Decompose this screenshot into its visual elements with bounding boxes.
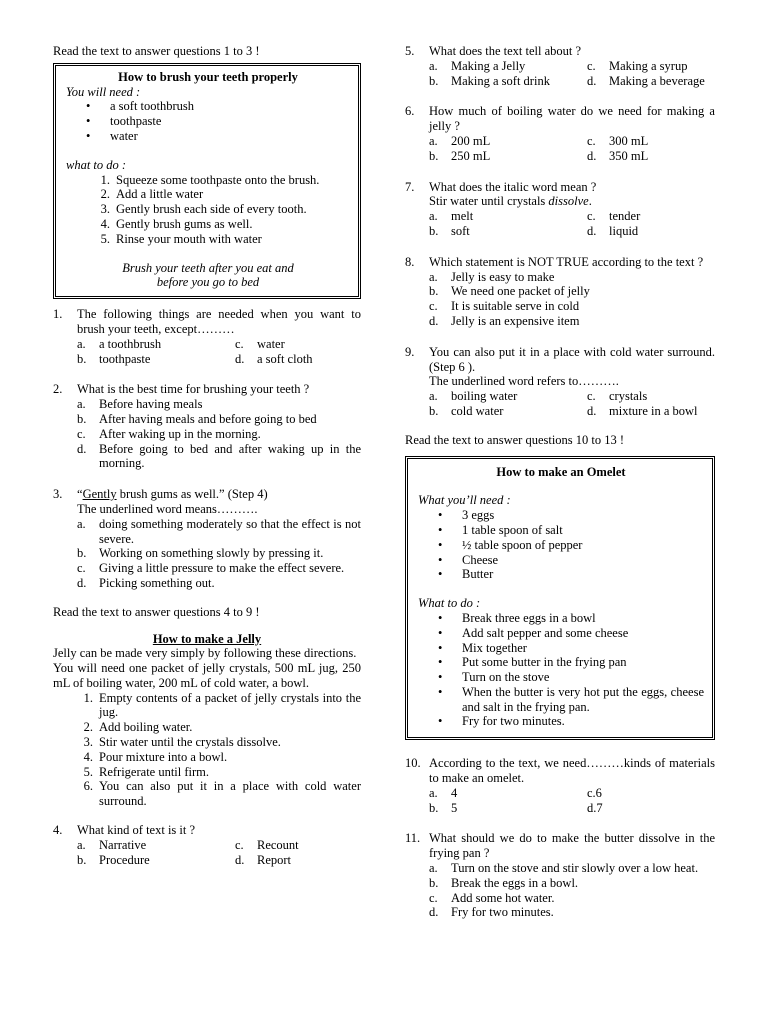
question-11 <box>405 831 715 920</box>
option-c[interactable] <box>235 337 361 352</box>
option-letter: a. <box>77 516 86 531</box>
omelet-steps <box>418 611 704 729</box>
list-item: • toothpaste <box>86 114 350 129</box>
option-letter: d. <box>235 351 245 366</box>
option-d[interactable] <box>77 576 361 591</box>
todo-label: what to do : <box>66 157 127 172</box>
jelly-paragraph-1: Jelly can be made very simply by following these directions. <box>53 646 357 661</box>
step-text: Squeeze some toothpaste onto the brush. <box>116 172 320 187</box>
step-number: 2. <box>83 720 93 735</box>
brush-tip-line: Brush your teeth after you eat and <box>122 260 294 275</box>
option-text: toothpaste <box>99 351 151 366</box>
option-b[interactable] <box>429 876 715 891</box>
option-letter: b. <box>429 403 439 418</box>
jelly-steps <box>53 691 361 809</box>
list-item <box>66 202 350 217</box>
option-b[interactable] <box>429 74 587 89</box>
option-c[interactable] <box>235 838 361 853</box>
option-letter: c. <box>587 389 596 404</box>
question-number: 2. <box>53 382 63 397</box>
option-c[interactable] <box>77 561 361 576</box>
option-b[interactable] <box>77 352 235 367</box>
option-b[interactable] <box>77 853 235 868</box>
question-text: Which statement is NOT TRUE according to the text ? <box>429 254 704 269</box>
option-letter: c. <box>587 58 596 73</box>
option-a[interactable] <box>429 389 587 404</box>
list-item <box>53 765 361 780</box>
options <box>77 838 361 868</box>
instruction-q4-9: Read the text to answer questions 4 to 9 ! <box>53 604 260 619</box>
option-letter: d. <box>429 313 439 328</box>
option-text: 350 mL <box>609 148 649 163</box>
option-c[interactable] <box>77 427 361 442</box>
question-3 <box>53 487 361 591</box>
options <box>77 337 361 367</box>
option-letter: b. <box>429 875 439 890</box>
question-subtext: The underlined word means………. <box>77 501 258 516</box>
option-text: Working on something slowly by pressing it. <box>99 546 324 561</box>
list-item: • Add salt pepper and some cheese <box>438 626 704 641</box>
question-9 <box>405 345 715 419</box>
question-subtext <box>429 194 715 209</box>
option-c[interactable] <box>429 299 715 314</box>
list-item <box>66 173 350 188</box>
option-b[interactable] <box>429 149 587 164</box>
option-text: Jelly is easy to make <box>451 269 555 284</box>
option-letter: c. <box>77 561 86 576</box>
option-a[interactable] <box>77 838 235 853</box>
option-d[interactable] <box>429 905 715 920</box>
option-text: 4 <box>451 785 458 800</box>
step-text: Empty contents of a packet of jelly crystals into the jug. <box>99 690 361 720</box>
jelly-title: How to make a Jelly <box>152 631 262 646</box>
option-text: Procedure <box>99 852 150 867</box>
question-text: What does the italic word mean ? <box>429 179 597 194</box>
option-text: boiling water <box>451 389 518 404</box>
question-number: 10. <box>405 756 421 771</box>
option-a[interactable] <box>77 337 235 352</box>
options <box>77 517 361 591</box>
option-letter: b. <box>429 284 439 299</box>
options <box>429 59 715 89</box>
instruction-q10-13: Read the text to answer questions 10 to 13 ! <box>405 432 625 447</box>
option-text: Recount <box>257 837 299 852</box>
list-item: • Put some butter in the frying pan <box>438 655 704 670</box>
option-b[interactable] <box>429 404 587 419</box>
step-text: You can also put it in a place with cold water surround. <box>99 779 361 809</box>
option-letter: a. <box>429 209 438 224</box>
list-item <box>53 735 361 750</box>
step-number: 1. <box>83 690 93 705</box>
question-4 <box>53 823 361 867</box>
option-text: Before having meals <box>99 397 203 412</box>
option-a[interactable] <box>77 517 361 547</box>
question-number: 6. <box>405 104 415 119</box>
option-a[interactable] <box>429 786 587 801</box>
option-text: 250 mL <box>451 148 491 163</box>
options <box>429 209 715 239</box>
step-text: Pour mixture into a bowl. <box>99 749 228 764</box>
option-letter: d. <box>77 575 87 590</box>
option-text: 200 mL <box>451 133 491 148</box>
step-number: 4. <box>100 216 110 231</box>
option-d[interactable] <box>235 352 361 367</box>
list-item <box>53 779 361 809</box>
option-c[interactable] <box>587 134 715 149</box>
option-letter: b. <box>429 73 439 88</box>
question-8 <box>405 255 715 329</box>
list-item: • 1 table spoon of salt <box>438 523 704 538</box>
question-text: What does the text tell about ? <box>429 44 582 58</box>
option-text: Before going to bed and after waking up in the morning. <box>99 441 361 471</box>
option-a[interactable] <box>429 270 715 285</box>
option-letter: c. <box>235 837 244 852</box>
brush-teeth-box <box>53 63 361 299</box>
list-item <box>53 691 361 721</box>
option-d[interactable] <box>587 74 715 89</box>
option-text: Making a soft drink <box>451 73 550 88</box>
option-text: water <box>257 336 285 351</box>
list-item: • 3 eggs <box>438 508 704 523</box>
list-item: • Butter <box>438 567 704 582</box>
option-letter: d. <box>235 852 245 867</box>
question-number: 7. <box>405 179 415 194</box>
omelet-box <box>405 456 715 741</box>
option-text: liquid <box>609 223 639 238</box>
question-2 <box>53 382 361 471</box>
option-a[interactable] <box>429 861 715 876</box>
option-text: Break the eggs in a bowl. <box>451 875 579 890</box>
question-number: 8. <box>405 254 415 269</box>
options <box>429 134 715 164</box>
step-text: Stir water until the crystals dissolve. <box>99 735 281 750</box>
option-letter: c. <box>77 426 86 441</box>
option-b[interactable] <box>429 284 715 299</box>
option-letter: b. <box>77 351 87 366</box>
question-subtext: The underlined word refers to………. <box>429 374 619 389</box>
question-text: The following things are needed when you want to brush your teeth, except……… <box>77 307 361 336</box>
underlined-word: Gently <box>82 487 117 502</box>
question-text: According to the text, we need………kinds of materials to make an omelet. <box>429 756 715 786</box>
subtext-pre: Stir water until crystals <box>429 194 549 209</box>
question-10 <box>405 756 715 815</box>
list-item <box>53 750 361 765</box>
step-text: Add boiling water. <box>99 720 193 735</box>
option-letter: a. <box>429 785 438 800</box>
option-text: a toothbrush <box>99 336 162 351</box>
option-text: Making a syrup <box>609 58 688 73</box>
option-text: Fry for two minutes. <box>451 905 554 920</box>
option-letter: c. <box>587 209 596 224</box>
brush-tip <box>66 261 350 291</box>
list-item <box>66 187 350 202</box>
option-text: 300 mL <box>609 133 649 148</box>
option-letter: a. <box>429 389 438 404</box>
omelet-todo-label: What to do : <box>418 596 481 611</box>
option-a[interactable] <box>429 134 587 149</box>
step-number: 3. <box>83 735 93 750</box>
option-letter: b. <box>429 223 439 238</box>
question-text: You can also put it in a place with cold water surround. (Step 6 ). <box>429 344 715 374</box>
option-letter: d. <box>587 73 597 88</box>
option-letter: b. <box>429 148 439 163</box>
step-number: 1. <box>100 172 110 187</box>
option-text: After waking up in the morning. <box>99 426 261 441</box>
step-number: 5. <box>83 764 93 779</box>
options <box>429 786 715 816</box>
step-text: Rinse your mouth with water <box>116 231 262 246</box>
step-text: Add a little water <box>116 187 204 202</box>
omelet-needs <box>418 508 704 582</box>
option-b[interactable] <box>77 412 361 427</box>
step-number: 4. <box>83 749 93 764</box>
option-text: tender <box>609 209 641 224</box>
left-column <box>53 44 361 867</box>
step-text: Refrigerate until firm. <box>99 764 210 779</box>
brush-steps <box>66 173 350 247</box>
option-letter: c. <box>429 890 438 905</box>
option-letter: a. <box>77 397 86 412</box>
question-number: 4. <box>53 823 63 838</box>
option-text: a soft cloth <box>257 351 313 366</box>
question-6 <box>405 104 715 163</box>
list-item: • Mix together <box>438 641 704 656</box>
option-text: Turn on the stove and stir slowly over a low heat. <box>451 861 699 876</box>
omelet-need-label: What you’ll need : <box>418 493 511 508</box>
option-a[interactable] <box>429 209 587 224</box>
option-letter: a. <box>429 861 438 876</box>
list-item: • ½ table spoon of pepper <box>438 538 704 553</box>
option-c[interactable] <box>587 786 715 801</box>
option-d[interactable] <box>587 224 715 239</box>
option-letter: a. <box>429 269 438 284</box>
option-text: Report <box>257 852 292 867</box>
option-text: Narrative <box>99 837 147 852</box>
option-letter: a. <box>77 336 86 351</box>
option-text: doing something moderately so that the effect is not severe. <box>99 516 361 546</box>
question-number: 3. <box>53 487 63 502</box>
list-item <box>66 232 350 247</box>
option-text: Add some hot water. <box>451 890 555 905</box>
list-item: • Fry for two minutes. <box>438 714 704 729</box>
question-5 <box>405 44 715 88</box>
options <box>429 389 715 419</box>
option-b[interactable] <box>77 546 361 561</box>
option-text: mixture in a bowl <box>609 403 698 418</box>
option-text: Making a Jelly <box>451 58 526 73</box>
question-text: What kind of text is it ? <box>77 823 196 838</box>
question-text <box>77 487 361 502</box>
option-c[interactable] <box>429 891 715 906</box>
question-number: 1. <box>53 307 63 322</box>
option-text: cold water <box>451 403 504 418</box>
step-text: Gently brush gums as well. <box>116 216 253 231</box>
quote-open: “ <box>77 487 83 502</box>
instruction-q1-3: Read the text to answer questions 1 to 3 ! <box>53 44 260 58</box>
option-letter: c. <box>429 299 438 314</box>
question-number: 5. <box>405 44 415 58</box>
option-d[interactable] <box>77 442 361 472</box>
option-c[interactable] <box>587 389 715 404</box>
list-item <box>53 720 361 735</box>
option-letter: d. <box>587 223 597 238</box>
option-b[interactable] <box>429 801 587 816</box>
right-column <box>405 44 715 920</box>
option-letter: d. <box>587 403 597 418</box>
brush-teeth-title: How to brush your teeth properly <box>118 69 298 84</box>
options <box>429 861 715 920</box>
option-c[interactable] <box>587 209 715 224</box>
needs-list <box>66 99 350 143</box>
option-letter: a. <box>77 837 86 852</box>
option-d[interactable] <box>235 853 361 868</box>
option-text: 5 <box>451 800 458 815</box>
option-text: Jelly is an expensive item <box>451 313 580 328</box>
list-item: • water <box>86 129 350 144</box>
need-label: You will need : <box>66 84 141 99</box>
option-b[interactable] <box>429 224 587 239</box>
option-a[interactable] <box>429 59 587 74</box>
option-text: Giving a little pressure to make the effect severe. <box>99 561 345 576</box>
option-a[interactable] <box>77 397 361 412</box>
option-text: soft <box>451 223 470 238</box>
option-text: After having meals and before going to bed <box>99 411 317 426</box>
jelly-paragraph-2: You will need one packet of jelly crystals, 500 mL jug, 250 mL of boiling water, 200 mL of cold water, a bowl. <box>53 661 361 690</box>
subtext-post: . <box>588 194 592 209</box>
option-letter: d.7 <box>587 800 603 815</box>
list-item: • Turn on the stove <box>438 670 704 685</box>
option-c[interactable] <box>587 59 715 74</box>
option-letter: c.6 <box>587 785 602 800</box>
option-text: crystals <box>609 389 648 404</box>
option-d[interactable] <box>587 404 715 419</box>
question-1 <box>53 307 361 366</box>
list-item: • a soft toothbrush <box>86 99 350 114</box>
option-d[interactable] <box>587 149 715 164</box>
option-d[interactable] <box>587 801 715 816</box>
list-item: • Break three eggs in a bowl <box>438 611 704 626</box>
quote-rest: brush gums as well.” (Step 4) <box>116 487 268 502</box>
question-text: How much of boiling water do we need for making a jelly ? <box>429 104 715 134</box>
step-number: 6. <box>83 779 93 794</box>
step-number: 2. <box>100 187 110 202</box>
option-text: It is suitable serve in cold <box>451 299 580 314</box>
option-letter: b. <box>77 546 87 561</box>
question-text: What should we do to make the butter dissolve in the frying pan ? <box>429 831 715 861</box>
option-letter: c. <box>587 133 596 148</box>
option-d[interactable] <box>429 314 715 329</box>
list-item: • When the butter is very hot put the eggs, cheese and salt in the frying pan. <box>438 685 704 715</box>
option-letter: b. <box>77 852 87 867</box>
step-number: 3. <box>100 202 110 217</box>
option-letter: a. <box>429 58 438 73</box>
option-text: melt <box>451 209 474 224</box>
option-text: Picking something out. <box>99 575 215 590</box>
option-letter: c. <box>235 336 244 351</box>
omelet-title: How to make an Omelet <box>496 464 626 479</box>
brush-tip-line: before you go to bed <box>156 275 260 290</box>
option-letter: a. <box>429 133 438 148</box>
option-letter: b. <box>77 411 87 426</box>
list-item: • Cheese <box>438 553 704 568</box>
list-item <box>66 217 350 232</box>
options <box>429 270 715 329</box>
step-number: 5. <box>100 231 110 246</box>
option-letter: d. <box>587 148 597 163</box>
option-letter: d. <box>77 441 87 456</box>
italic-word: dissolve <box>548 194 589 209</box>
option-letter: b. <box>429 800 439 815</box>
question-text: What is the best time for brushing your teeth ? <box>77 382 310 397</box>
option-text: Making a beverage <box>609 73 705 88</box>
option-text: We need one packet of jelly <box>451 284 590 299</box>
options <box>77 397 361 471</box>
question-7 <box>405 180 715 239</box>
question-number: 9. <box>405 344 415 359</box>
question-number: 11. <box>405 831 421 846</box>
step-text: Gently brush each side of every tooth. <box>116 202 307 217</box>
option-letter: d. <box>429 905 439 920</box>
